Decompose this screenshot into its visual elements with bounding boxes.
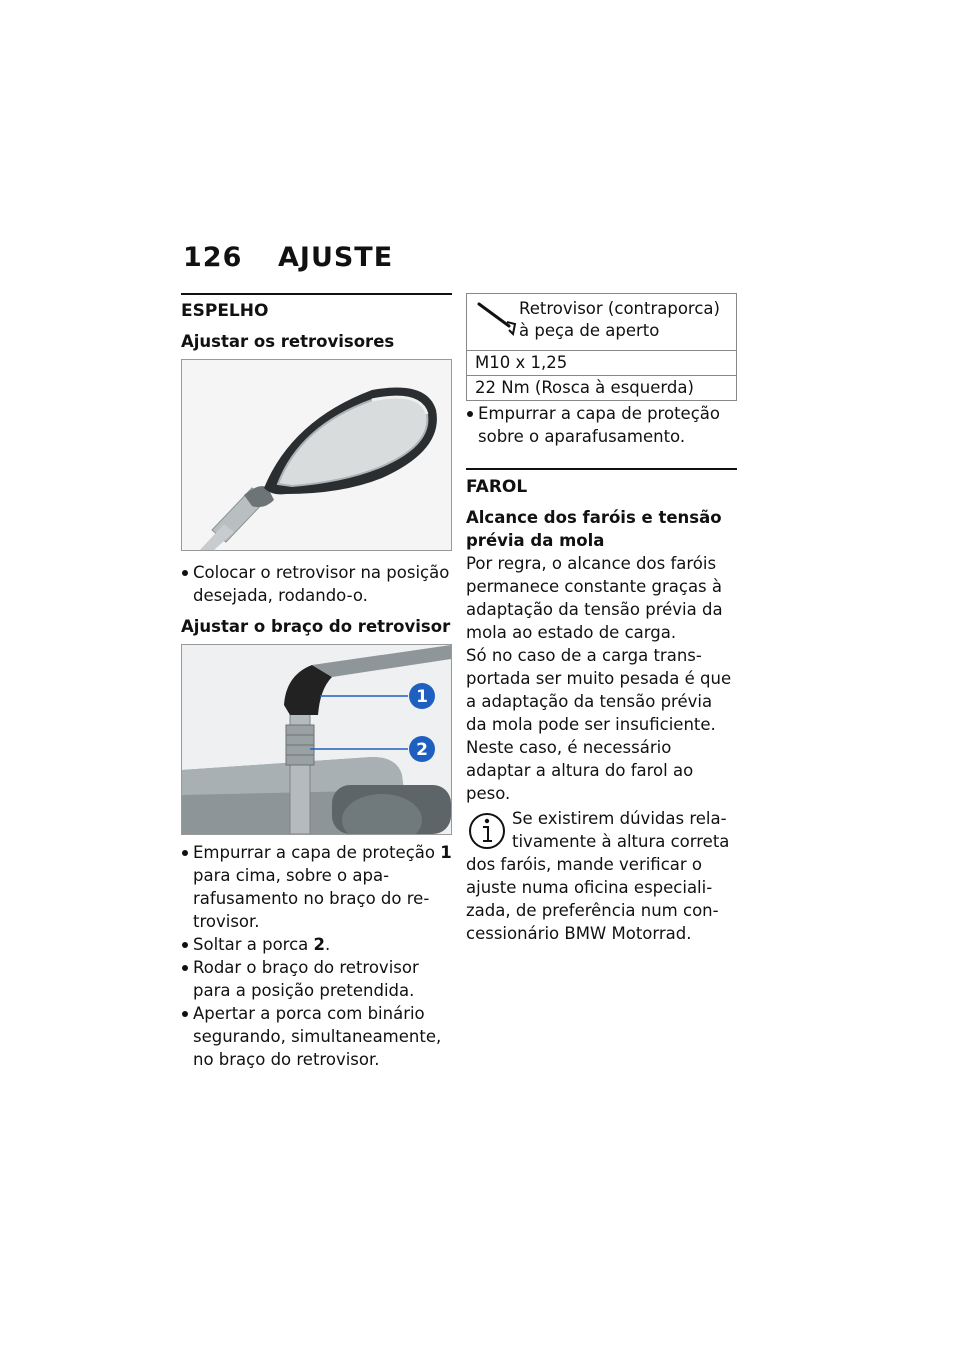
reference-number: 1: [440, 843, 452, 862]
list-item-text: Empurrar a capa de proteção: [193, 843, 441, 862]
info-icon: [466, 807, 508, 853]
torque-table: [466, 293, 737, 401]
page-header: [183, 242, 393, 273]
list-item: Empurrar a capa de proteção sobre o aparafusamento.: [466, 402, 737, 448]
section-rule: [466, 468, 737, 470]
right-column: [466, 293, 737, 945]
list-item-text: Soltar a porca: [193, 935, 314, 954]
torque-wrench-icon: [477, 300, 517, 336]
mirror-arm-illustration: [181, 644, 452, 835]
subheading-adjust-arm: Ajustar o braço do retrovisor: [181, 617, 451, 636]
info-note: [466, 807, 737, 945]
section-rule: [181, 293, 452, 295]
left-column: [181, 293, 452, 1071]
list-item: Apertar a porca com binário segurando, simultaneamente, no braço do retrovisor.: [181, 1002, 452, 1071]
list-item: [181, 933, 452, 956]
list-item-text: para cima, sobre o aparafusamento no braço do retrovisor.: [193, 866, 430, 931]
chapter-title: AJUSTE: [278, 242, 394, 273]
subheading-headlight-range: Alcance dos faróis e tensão prévia da mola: [466, 508, 722, 550]
list-item-text: .: [325, 935, 331, 954]
reference-number: 2: [313, 935, 326, 954]
torque-table-header: [467, 294, 736, 350]
info-text: Se existirem dúvidas relativamente à altura correta dos faróis, mande verificar o ajuste numa oficina especializada, de preferência num concessionário BMW Motorrad.: [466, 809, 730, 943]
torque-value: 22 Nm (Rosca à esquerda): [467, 375, 736, 400]
mirror-illustration: [181, 359, 452, 551]
step-list: [181, 841, 452, 1071]
callout-label-2: 2: [416, 740, 428, 760]
subheading-adjust-mirrors: Ajustar os retrovisores: [181, 332, 395, 351]
page-number: 126: [183, 242, 243, 273]
callout-label-1: 1: [416, 687, 428, 707]
list-item: Rodar o braço do retrovisor para a posição pretendida.: [181, 956, 452, 1002]
callout-layer: [182, 645, 451, 834]
paragraph: Por regra, o alcance dos faróis permanece constante graças à adaptação da tensão prévia da mola ao estado de carga.: [466, 554, 723, 642]
list-item: [181, 841, 452, 933]
section-title-mirror: ESPELHO: [181, 301, 269, 321]
mirror-drawing: [182, 360, 451, 550]
torque-title: Retrovisor (contraporca) à peça de aperto: [519, 299, 720, 340]
torque-thread: M10 x 1,25: [467, 350, 736, 375]
list-item: Colocar o retrovisor na posição desejada, rodando-o.: [181, 561, 452, 607]
section-title-headlight: FAROL: [466, 477, 528, 497]
paragraph: Só no caso de a carga transportada ser muito pesada é que a adaptação da tensão prévia da mola pode ser insuficiente. Neste caso, é necessário adaptar a altura do farol ao peso.: [466, 646, 732, 803]
